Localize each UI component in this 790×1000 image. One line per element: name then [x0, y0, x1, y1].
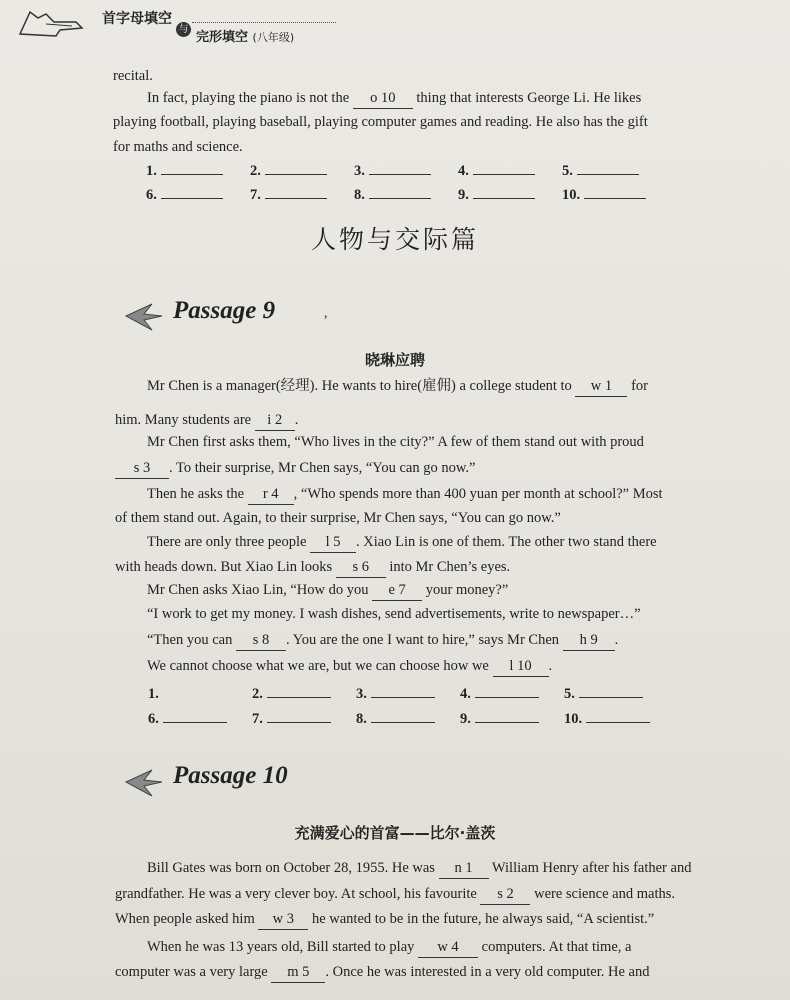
- answer-row: 6. 7. 8. 9. 10.: [146, 184, 666, 204]
- answer-row: 1. 2. 3. 4. 5.: [146, 160, 666, 180]
- answer-row: 6. 7. 8. 9. 10.: [148, 708, 668, 728]
- blank-3[interactable]: s 3: [115, 458, 169, 479]
- passage-9-subtitle: 晓琳应聘: [364, 351, 425, 369]
- blank-2[interactable]: s 2: [480, 884, 530, 905]
- answer-field[interactable]: [371, 683, 435, 698]
- blank-9[interactable]: h 9: [563, 630, 615, 651]
- text-line: computer was a very large m 5 . Once he was interested in a very old computer. He and: [115, 962, 790, 983]
- passage-arrow-icon: [122, 296, 168, 336]
- answer-field[interactable]: [579, 683, 643, 698]
- text-line: with heads down. But Xiao Lin looks s 6 into Mr Chen’s eyes.: [115, 557, 790, 578]
- blank-10[interactable]: o 10: [353, 88, 413, 109]
- text-line: Mr Chen first asks them, “Who lives in the city?” A few of them stand out with proud: [147, 434, 644, 450]
- hand-pointer-icon: [16, 8, 86, 38]
- blank-6[interactable]: s 6: [336, 557, 386, 578]
- blank-4[interactable]: w 4: [418, 937, 478, 958]
- text-line: him. Many students are i 2 .: [115, 410, 790, 431]
- text-line: When people asked him w 3 he wanted to be in the future, he always said, “A scientist.”: [115, 909, 790, 930]
- passage-9-heading: Passage 9: [173, 297, 276, 324]
- passage-10-subtitle: 充满爱心的首富——比尔·盖茨: [294, 824, 496, 842]
- text-line: In fact, playing the piano is not the o 10 thing that interests George Li. He likes: [147, 88, 790, 109]
- grade-label: (八年级): [252, 31, 295, 44]
- text-line: Mr Chen is a manager(经理). He wants to hire(雇佣) a college student to w 1 for: [147, 376, 790, 397]
- stray-mark: ,: [324, 306, 328, 321]
- blank-5[interactable]: l 5: [310, 532, 356, 553]
- answer-field[interactable]: [584, 184, 646, 199]
- text-line: “Then you can s 8 . You are the one I want to hire,” says Mr Chen h 9 .: [147, 630, 790, 651]
- text-line: for maths and science.: [113, 139, 243, 155]
- text-line: There are only three people l 5 . Xiao Lin is one of them. The other two stand there: [147, 532, 790, 553]
- blank-4[interactable]: r 4: [248, 484, 294, 505]
- answer-field[interactable]: [475, 683, 539, 698]
- answer-field[interactable]: [371, 708, 435, 723]
- text-line: We cannot choose what we are, but we can choose how we l 10 .: [147, 656, 790, 677]
- connector-badge: 与: [176, 22, 191, 37]
- blank-5[interactable]: m 5: [271, 962, 325, 983]
- text-line: When he was 13 years old, Bill started to play w 4 computers. At that time, a: [147, 937, 790, 958]
- answer-field[interactable]: [473, 160, 535, 175]
- header-rule: [192, 22, 336, 23]
- text-line: recital.: [113, 68, 153, 84]
- answer-field[interactable]: [369, 184, 431, 199]
- answer-field[interactable]: [577, 160, 639, 175]
- answer-field[interactable]: [369, 160, 431, 175]
- text-line: s 3 . To their surprise, Mr Chen says, “You can go now.”: [115, 458, 790, 479]
- text-line: playing football, playing baseball, playing computer games and reading. He also has the gift: [113, 114, 648, 130]
- blank-3[interactable]: w 3: [258, 909, 308, 930]
- blank-2[interactable]: i 2: [255, 410, 295, 431]
- blank-8[interactable]: s 8: [236, 630, 286, 651]
- text-line: of them stand out. Again, to their surprise, Mr Chen says, “You can go now.”: [115, 510, 561, 526]
- text-line: Bill Gates was born on October 28, 1955. He was n 1 William Henry after his father and: [147, 858, 790, 879]
- answer-field[interactable]: [265, 184, 327, 199]
- answer-field[interactable]: [163, 708, 227, 723]
- answer-field[interactable]: [265, 160, 327, 175]
- answer-field[interactable]: [267, 683, 331, 698]
- running-header: [14, 2, 354, 46]
- text-line: Mr Chen asks Xiao Lin, “How do you e 7 your money?”: [147, 580, 790, 601]
- answer-field[interactable]: [473, 184, 535, 199]
- answer-field[interactable]: [586, 708, 650, 723]
- passage-arrow-icon: [122, 762, 168, 802]
- text-line: “I work to get my money. I wash dishes, send advertisements, write to newspaper…”: [147, 606, 641, 622]
- answer-field[interactable]: [161, 160, 223, 175]
- answer-field[interactable]: [267, 708, 331, 723]
- blank-7[interactable]: e 7: [372, 580, 422, 601]
- book-title-primary: 首字母填空: [102, 11, 172, 27]
- text-line: Then he asks the r 4 , “Who spends more than 400 yuan per month at school?” Most: [147, 484, 790, 505]
- answer-field[interactable]: [161, 184, 223, 199]
- text-line: grandfather. He was a very clever boy. At school, his favourite s 2 were science and maths.: [115, 884, 790, 905]
- blank-1[interactable]: w 1: [575, 376, 627, 397]
- answer-row: 1. 2. 3. 4. 5.: [148, 683, 668, 703]
- book-title-secondary: 完形填空 (八年级): [196, 30, 295, 45]
- section-title: 人物与交际篇: [310, 225, 479, 254]
- passage-10-heading: Passage 10: [173, 762, 288, 789]
- blank-10[interactable]: l 10: [493, 656, 549, 677]
- blank-1[interactable]: n 1: [439, 858, 489, 879]
- answer-field[interactable]: [475, 708, 539, 723]
